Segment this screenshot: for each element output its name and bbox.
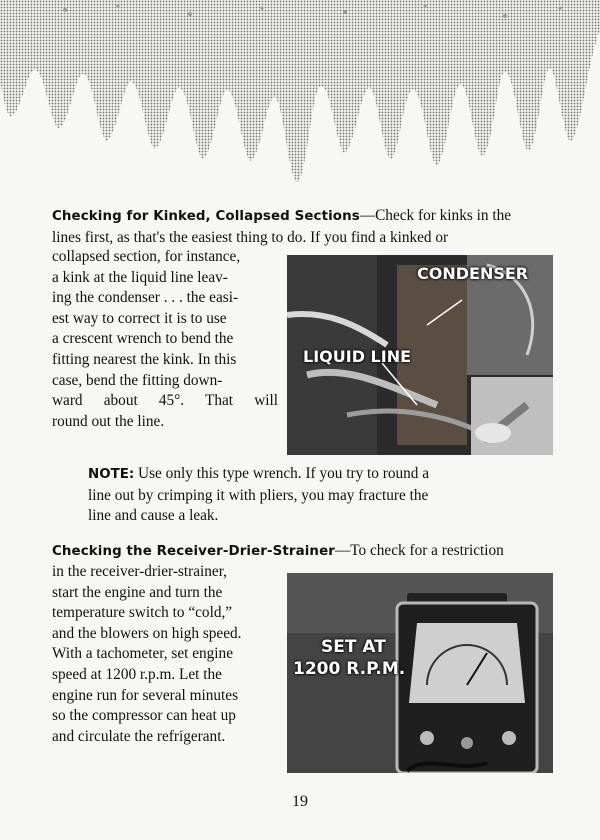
decorative-wave-header (0, 0, 600, 190)
wrapped-line: and circulate the refrigerant. (52, 727, 226, 745)
section-heading: Checking the Receiver-Drier-Strainer (52, 544, 335, 559)
section-kinked-lines (52, 206, 550, 248)
condenser-label: CONDENSER (417, 264, 529, 283)
note-label: NOTE: (88, 467, 135, 482)
liquid-line-label: LIQUID LINE (303, 347, 412, 366)
page-number: 19 (292, 793, 308, 810)
wrapped-text-column (52, 562, 272, 747)
wrapped-line: start the engine and turn the (52, 583, 223, 601)
wrapped-line: case, bend the fitting down- (52, 371, 223, 389)
paragraph-line (52, 541, 550, 563)
wrapped-line: round out the line. (52, 412, 165, 430)
wrapped-line: With a tachometer, set engine (52, 645, 233, 663)
wrapped-line: and the blowers on high speed. (52, 624, 242, 642)
wrapped-line: ward about 45°. That will (52, 392, 278, 410)
paragraph-text: —Check for kinks in the (359, 207, 512, 224)
wrapped-text-column (52, 247, 278, 432)
section-receiver-drier (52, 541, 550, 563)
paragraph-text: —To check for a restriction (334, 542, 504, 559)
wrapped-line: a crescent wrench to bend the (52, 330, 234, 348)
wrapped-line: a kink at the liquid line leav- (52, 268, 228, 286)
wrapped-line: collapsed section, for instance, (52, 248, 241, 265)
note-text: Use only this type wrench. If you try to round a (134, 465, 430, 482)
note-line (88, 464, 528, 486)
wrapped-line: so the compressor can heat up (52, 707, 236, 725)
wrapped-line: speed at 1200 r.p.m. Let the (52, 665, 222, 683)
note-line: line and cause a leak. (88, 507, 219, 525)
rpm-label: 1200 R.P.M. (293, 659, 406, 679)
wrapped-line: ing the condenser . . . the easi- (52, 289, 239, 307)
note-block (88, 464, 528, 527)
wrapped-line: temperature switch to “cold,” (52, 604, 233, 622)
wrapped-line: engine run for several minutes (52, 686, 239, 704)
note-line: line out by crimping it with pliers, you may fracture the (88, 486, 429, 504)
set-at-label: SET AT (321, 637, 386, 657)
wrapped-line: in the receiver-drier-strainer, (52, 563, 228, 580)
tachometer-photo (287, 573, 553, 773)
condenser-photo (287, 255, 553, 455)
paragraph-line (52, 206, 550, 228)
paragraph-line: lines first, as that's the easiest thing to do. If you find a kinked or (52, 228, 449, 246)
wrapped-line: est way to correct it is to use (52, 309, 227, 327)
wrapped-line: fitting nearest the kink. In this (52, 350, 237, 368)
section-heading: Checking for Kinked, Collapsed Sections (52, 209, 360, 224)
